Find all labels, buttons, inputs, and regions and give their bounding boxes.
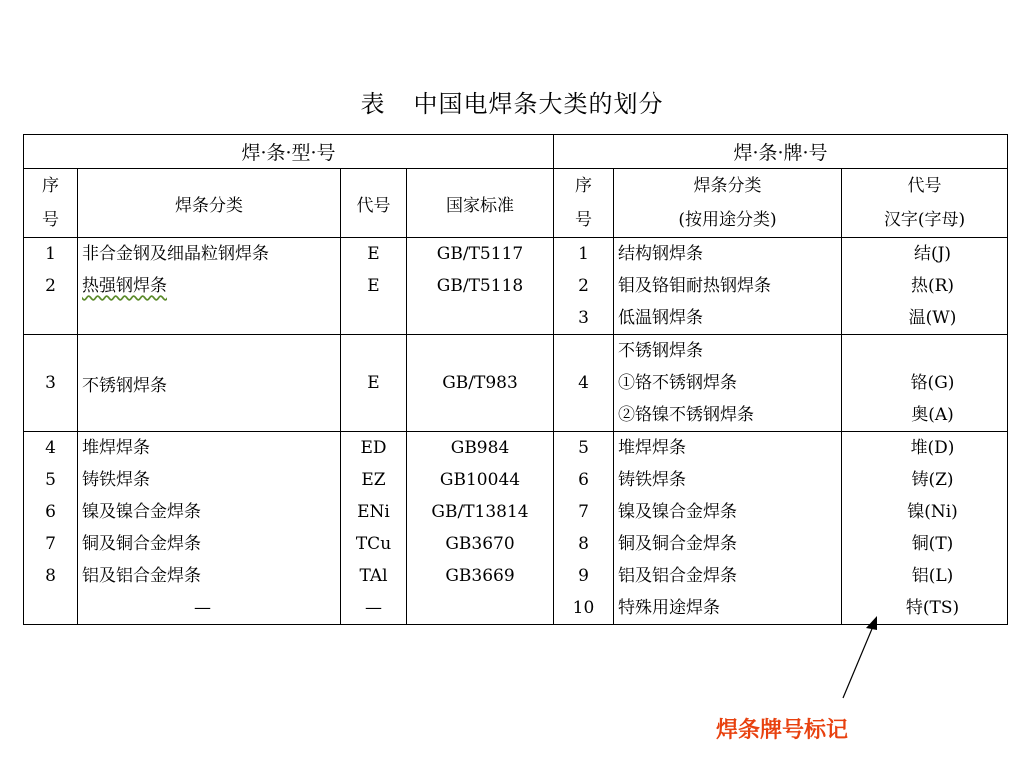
header-left: 焊·条·型·号 xyxy=(24,135,554,169)
sub-cat: 焊条分类 xyxy=(78,169,341,238)
cell-cat2: 不锈钢焊条 ①铬不锈钢焊条 ②铬镍不锈钢焊条 xyxy=(614,335,842,432)
cell-cat: 非合金钢及细晶粒钢焊条 热强钢焊条 xyxy=(78,238,341,335)
cell-std: GB/T983 xyxy=(407,335,554,432)
cell-code2: 铬(G) 奥(A) xyxy=(842,335,1008,432)
cell-cat: 不锈钢焊条 xyxy=(78,335,341,432)
sub-code: 代号 xyxy=(341,169,407,238)
cell-seq: 3 xyxy=(24,335,78,432)
arrow-line xyxy=(843,624,874,698)
sub-seq2: 序 号 xyxy=(554,169,614,238)
annotation-label: 焊条牌号标记 xyxy=(716,718,849,743)
cell-code2: 堆(D) 铸(Z) 镍(Ni) 铜(T) 铝(L) 特(TS) xyxy=(842,432,1008,625)
cell-seq2: 4 xyxy=(554,335,614,432)
cell-code: E E xyxy=(341,238,407,335)
cell-std: GB/T5117 GB/T5118 xyxy=(407,238,554,335)
sub-code2: 代号 汉字(字母) xyxy=(842,169,1008,238)
title-text: 中国电焊条大类的划分 xyxy=(413,90,664,118)
sub-std: 国家标准 xyxy=(407,169,554,238)
cell-seq: 1 2 xyxy=(24,238,78,335)
cell-code: E xyxy=(341,335,407,432)
header-right: 焊·条·牌·号 xyxy=(554,135,1008,169)
sub-cat2: 焊条分类 (按用途分类) xyxy=(614,169,842,238)
cell-cat: 堆焊焊条 铸铁焊条 镍及镍合金焊条 铜及铜合金焊条 铝及铝合金焊条 — xyxy=(78,432,341,625)
arrow-head xyxy=(866,616,877,630)
title-label: 表 xyxy=(360,90,386,118)
cell-code2: 结(J) 热(R) 温(W) xyxy=(842,238,1008,335)
cell-seq2: 5 6 7 8 9 10 xyxy=(554,432,614,625)
sub-seq: 序 号 xyxy=(24,169,78,238)
cell-seq: 4 5 6 7 8 xyxy=(24,432,78,625)
cell-cat2: 结构钢焊条 钼及铬钼耐热钢焊条 低温钢焊条 xyxy=(614,238,842,335)
cell-cat2: 堆焊焊条 铸铁焊条 镍及镍合金焊条 铜及铜合金焊条 铝及铝合金焊条 特殊用途焊条 xyxy=(614,432,842,625)
cell-std: GB984 GB10044 GB/T13814 GB3670 GB3669 xyxy=(407,432,554,625)
cell-seq2: 1 2 3 xyxy=(554,238,614,335)
cell-code: ED EZ ENi TCu TAl — xyxy=(341,432,407,625)
